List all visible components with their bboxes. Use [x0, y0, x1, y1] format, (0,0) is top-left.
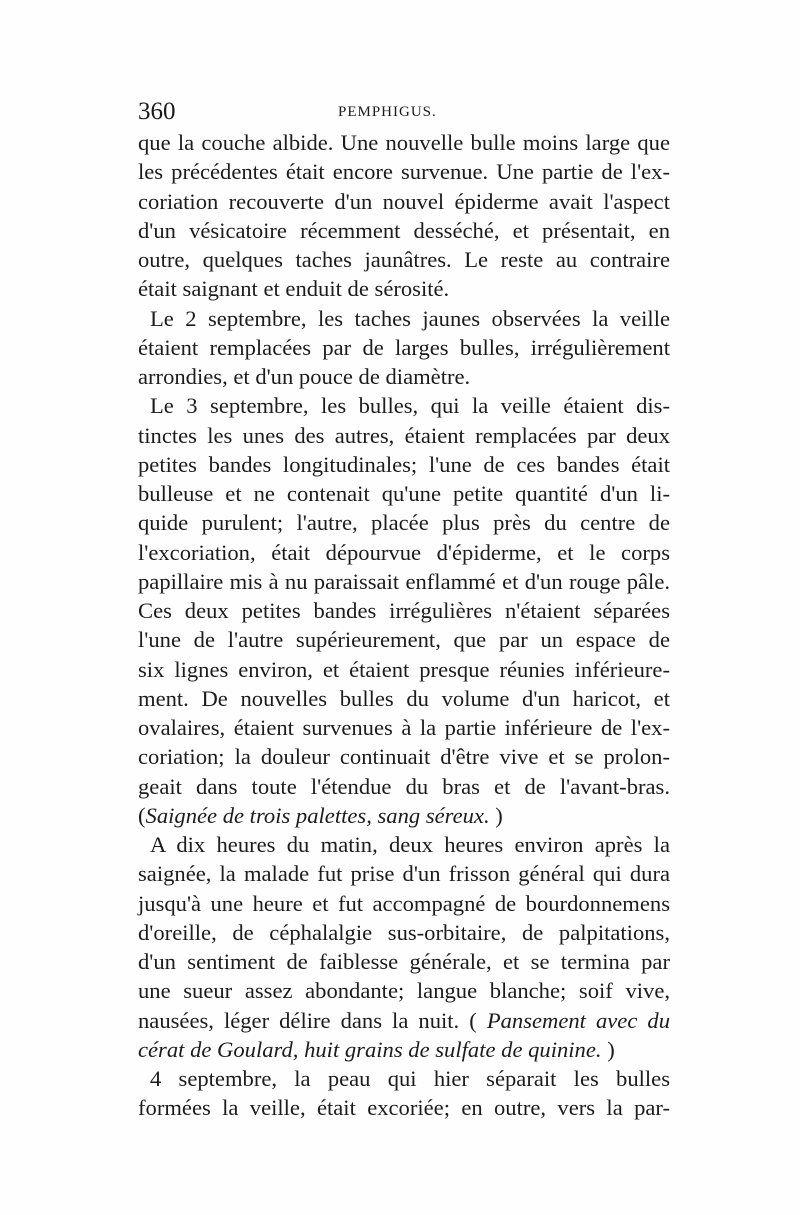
text-line [138, 1035, 670, 1064]
text-line: saignée, la malade fut prise d'un frisson général qui dura [138, 861, 670, 887]
paren-close: ) [607, 1036, 615, 1062]
text-line: Ces deux petites bandes irrégulières n'étaient séparées [138, 598, 670, 623]
text-line: coriation; la douleur continuait d'être vive et se prolon- [138, 744, 670, 770]
text-line: Le 2 septembre, les taches jaunes observées la veille [150, 305, 670, 331]
text-line: quide purulent; l'autre, placée plus près du centre de [138, 510, 670, 536]
text-line: bulleuse et ne contenait qu'une petite quantité d'un li- [138, 481, 670, 506]
text-line: les précédentes était encore survenue. Une partie de l'ex- [138, 159, 670, 185]
paren-open: ( [138, 802, 146, 828]
text-line: l'excoriation, était dépourvue d'épiderme, et le corps [138, 539, 670, 565]
page-number: 360 [138, 98, 176, 125]
text-line: ovalaires, étaient survenues à la partie inférieure de l'ex- [138, 715, 670, 740]
running-head: PEMPHIGUS. [338, 104, 437, 120]
text-line: formées la veille, était excoriée; en outre, vers la par- [138, 1095, 670, 1121]
text-segment: nausées, léger délire dans la nuit. ( [138, 1007, 477, 1033]
text-line [138, 1006, 670, 1035]
page-header [138, 98, 668, 128]
italic-note: cérat de Goulard, huit grains de sulfate de quinine. [138, 1036, 602, 1062]
text-line: d'oreille, de céphalalgie sus-orbitaire, de palpitations, [138, 919, 670, 945]
text-line: ment. De nouvelles bulles du volume d'un haricot, et [138, 685, 670, 711]
text-line: étaient remplacées par de larges bulles, irrégulièrement [138, 334, 670, 360]
text-line: l'une de l'autre supérieurement, que par un espace de [138, 627, 670, 653]
text-line [138, 801, 670, 830]
text-line: était saignant et enduit de sérosité. [138, 276, 450, 302]
italic-note: Saignée de trois palettes, sang séreux. [145, 802, 490, 828]
paren-close: ) [495, 802, 503, 828]
text-line: que la couche albide. Une nouvelle bulle moins large que [138, 130, 670, 155]
body-text [138, 128, 670, 1123]
text-line: six lignes environ, et étaient presque réunies inférieure- [138, 656, 670, 682]
text-line: tinctes les unes des autres, étaient remplacées par deux [138, 422, 670, 448]
text-line: d'un sentiment de faiblesse générale, et se termina par [138, 949, 670, 974]
text-line: geait dans toute l'étendue du bras et de l'avant-bras. [138, 773, 670, 799]
text-line: Le 3 septembre, les bulles, qui la veille étaient dis- [150, 393, 670, 419]
text-line: coriation recouverte d'un nouvel épiderme avait l'aspect [138, 188, 670, 214]
italic-note: Pansement avec du [486, 1007, 670, 1033]
text-line: 4 septembre, la peau qui hier séparait les bulles [150, 1066, 670, 1091]
text-line: d'un vésicatoire récemment desséché, et présentait, en [138, 217, 670, 243]
text-line: une sueur assez abondante; langue blanche; soif vive, [138, 978, 670, 1004]
text-line: petites bandes longitudinales; l'une de ces bandes était [138, 451, 670, 477]
text-line: A dix heures du matin, deux heures environ après la [150, 832, 670, 857]
text-line: arrondies, et d'un pouce de diamètre. [138, 364, 471, 389]
text-line: outre, quelques taches jaunâtres. Le reste au contraire [138, 247, 670, 272]
text-line: jusqu'à une heure et fut accompagné de bourdonnemens [138, 890, 670, 916]
text-line: papillaire mis à nu paraissait enflammé et d'un rouge pâle. [138, 568, 670, 594]
